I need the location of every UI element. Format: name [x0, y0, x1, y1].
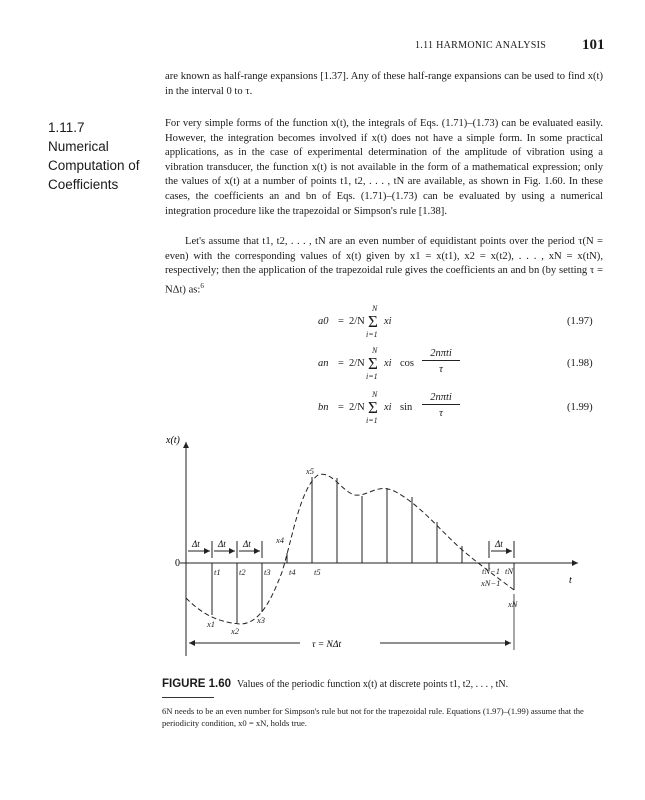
eq-factor: 2/N — [349, 402, 365, 413]
eq-trig: sin — [400, 402, 413, 413]
caption-text: Values of the periodic function x(t) at discrete points t1, t2, . . . , tN. — [237, 679, 509, 690]
eq-term: xi — [384, 358, 392, 369]
delta-t-label-1: Δt — [192, 539, 200, 549]
equation-number-1-98: (1.98) — [567, 358, 593, 369]
eq-trig-num: 2nπti — [422, 392, 460, 405]
x-label: xN — [508, 599, 518, 609]
footnote-marker: 6 — [200, 281, 204, 290]
sigma-icon: Σ — [368, 312, 378, 331]
eq-lhs: bn — [318, 402, 329, 413]
y-axis-label: x(t) — [166, 435, 180, 446]
eq-term: xi — [384, 402, 392, 413]
sigma-icon: Σ — [368, 354, 378, 373]
eq-trig: cos — [400, 358, 414, 369]
figure-caption — [162, 678, 508, 690]
intro-paragraph: are known as half-range expansions [1.37]. Any of these half-range expansions can be used to find x(t) in the interval 0 to τ. — [165, 71, 603, 97]
eq-trig-num: 2nπti — [422, 348, 460, 361]
delta-t-label-4: Δt — [495, 539, 503, 549]
section-number: 1.11.7 — [48, 120, 85, 135]
eq-lower: i=1 — [366, 330, 378, 339]
origin-label: 0 — [175, 558, 180, 569]
eq-trig-den: τ — [439, 364, 443, 375]
x-label: xN−1 — [481, 578, 501, 588]
eq-upper: N — [372, 346, 378, 355]
eq-term: xi — [384, 316, 392, 327]
eq-lhs: an — [318, 358, 329, 369]
t-label: t4 — [289, 567, 296, 577]
running-header: 1.11 HARMONIC ANALYSIS — [415, 40, 547, 51]
delta-t-label-3: Δt — [243, 539, 251, 549]
footnote-rule — [162, 697, 214, 698]
body-paragraph-1: For very simple forms of the function x(t), the integrals of Eqs. (1.71)–(1.73) can be evaluated easily. However, the integration becomes involved if x(t) does not have a simple form. In some practical applications, as in the case of experimental determination of the amplitude of vibration using a vibration transducer, the function x(t) is not available in the form of a mathematical expression; only the values of x(t) at a number of points t1, t2, . . . , tN are available, as shown in Fig. 1.60. In these cases, the coefficients an and bn of Eqs. (1.71)–(1.73) can be evaluated by using a numerical integration procedure like the trapezoidal or Simpson's rule [1.38]. — [165, 118, 603, 217]
ordinate-lines — [212, 477, 514, 623]
x-label: x1 — [207, 619, 216, 629]
caption-label: FIGURE 1.60 — [162, 678, 232, 690]
eq-trig-den: τ — [439, 408, 443, 419]
x-label: x2 — [231, 626, 240, 636]
t-label: tN — [505, 566, 514, 576]
period-label: τ = NΔt — [312, 640, 342, 650]
equation-1-99: bn = 2/N N Σ i=1 xi sin 2nπti τ — [318, 390, 518, 430]
t-label: tN−1 — [482, 566, 501, 576]
delta-t-markers — [186, 541, 514, 558]
eq-upper: N — [372, 390, 378, 399]
x-label: x4 — [276, 535, 285, 545]
x-label: x3 — [257, 615, 266, 625]
eq-factor: 2/N — [349, 358, 365, 369]
x-label: x5 — [306, 466, 315, 476]
eq-upper: N — [372, 304, 378, 313]
eq-factor: 2/N — [349, 316, 365, 327]
x-axis-label: t — [569, 575, 572, 586]
section-title: Numerical Computation of Coefficients — [48, 139, 140, 192]
footnote: 6N needs to be an even number for Simpson's rule but not for the trapezoidal rule. Equations (1.97)–(1.99) assume that the periodicity condition, x0 = xN, holds true. — [162, 706, 584, 728]
t-label: t2 — [239, 567, 246, 577]
equation-1-97: a0 = 2/N N Σ i=1 xi — [318, 304, 392, 339]
eq-lower: i=1 — [366, 416, 378, 425]
equation-number-1-99: (1.99) — [567, 402, 593, 413]
t-label: t3 — [264, 567, 271, 577]
t-label: t1 — [214, 567, 221, 577]
page-number: 101 — [582, 37, 605, 53]
equation-number-1-97: (1.97) — [567, 316, 593, 327]
eq-lhs: a0 — [318, 316, 329, 327]
sigma-icon: Σ — [368, 398, 378, 417]
t-labels — [214, 566, 514, 577]
function-curve — [186, 474, 514, 624]
delta-t-label-2: Δt — [218, 539, 226, 549]
equation-1-98: an = 2/N N Σ i=1 xi cos 2nπti τ — [318, 346, 518, 386]
t-label: t5 — [314, 567, 321, 577]
body-paragraph-2-text: Let's assume that t1, t2, . . . , tN are an even number of equidistant points over the period τ(N = even) with the corresponding values of x(t) given by x1 = x(t1), x2 = x(t2), . . . , xN = x(tN), respectively; then the application of the trapezoidal rule gives the coefficients an and bn (by setting τ = NΔt) as: — [165, 236, 603, 296]
eq-lower: i=1 — [366, 372, 378, 381]
